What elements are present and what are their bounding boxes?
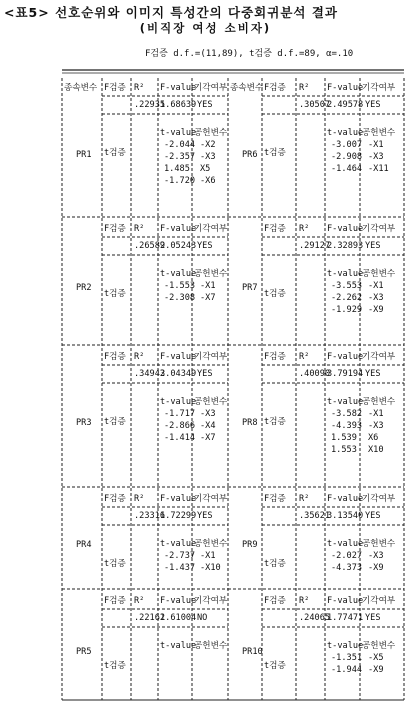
left-r2-header: R² [134, 494, 145, 504]
left-t-value: -2.737 [164, 551, 196, 561]
right-r2-header: R² [299, 596, 310, 606]
right-t-value-header: t-value [327, 128, 364, 138]
right-indep-var: -X5 [368, 653, 384, 663]
right-t-value: -3.582 [331, 409, 363, 419]
right-t-value: -2.262 [331, 293, 363, 303]
right-reject-value: YES [365, 613, 381, 623]
right-t-value: -1.351 [331, 653, 363, 663]
table-title: <표5> 선호순위와 이미지 특성간의 다중회귀분석 결과 [4, 5, 338, 20]
left-f-test-label: F검증 [104, 224, 126, 234]
right-r2-value: .40090 [299, 369, 331, 379]
right-dep-var-header: 종속변수 [230, 83, 264, 93]
right-r2-value: .35621 [299, 511, 331, 521]
right-reject-header: 기각여부 [362, 596, 396, 606]
right-r2-header: R² [299, 352, 310, 362]
right-t-value: -3.007 [331, 140, 363, 150]
left-t-value: -1.720 [164, 176, 196, 186]
left-f-test-label: F검증 [104, 596, 126, 606]
left-dep-var-name: PR3 [76, 418, 92, 428]
right-reject-header: 기각여부 [362, 352, 396, 362]
right-indep-var: -X3 [368, 421, 384, 431]
left-t-value: -2.357 [164, 152, 196, 162]
left-indep-var: -X10 [200, 563, 221, 573]
left-t-value-header: t-value [160, 641, 197, 651]
right-t-test-label: t검증 [264, 148, 286, 158]
right-indep-var: -X1 [368, 409, 384, 419]
right-indep-var: -X3 [368, 551, 384, 561]
left-t-value-header: t-value [160, 539, 197, 549]
left-r2-value: .23316 [134, 511, 166, 521]
left-indep-var-header: 공헌변수 [194, 539, 228, 549]
right-r2-header: R² [299, 224, 310, 234]
right-t-value: -1.464 [331, 164, 363, 174]
left-f-value-header: F-value [160, 596, 197, 606]
left-t-value-header: t-value [160, 269, 197, 279]
right-f-value: 2.49578 [327, 100, 364, 110]
left-f-test-label: F검증 [104, 494, 126, 504]
right-f-value-header: F-value [327, 596, 364, 606]
left-r2-header: R² [134, 352, 145, 362]
right-f-test-label: F검증 [264, 494, 286, 504]
left-reject-value: YES [197, 511, 213, 521]
left-indep-var-header: 공헌변수 [194, 397, 228, 407]
left-reject-header: 기각여부 [194, 224, 228, 234]
right-f-value-header: F-value [327, 83, 364, 93]
left-indep-var: -X4 [200, 421, 216, 431]
left-t-test-label: t검증 [104, 289, 126, 299]
right-dep-var-name: PR8 [242, 418, 258, 428]
left-reject-value: YES [197, 369, 213, 379]
right-f-test-label: F검증 [264, 596, 286, 606]
right-indep-var-header: 공헌변수 [362, 269, 396, 279]
left-indep-var: -X6 [200, 176, 216, 186]
left-f-value-header: F-value [160, 352, 197, 362]
left-t-test-label: t검증 [104, 417, 126, 427]
left-r2-header: R² [134, 596, 145, 606]
left-f-test-label: F검증 [104, 83, 126, 93]
left-indep-var: -X1 [200, 281, 216, 291]
left-f-value: 3.04349 [160, 369, 197, 379]
table-subtitle: (비직장 여성 소비자) [139, 21, 272, 35]
right-t-value-header: t-value [327, 539, 364, 549]
left-dep-var-name: PR5 [76, 647, 92, 657]
left-t-value: 1.485 [164, 164, 190, 174]
right-indep-var: -X3 [368, 152, 384, 162]
right-dep-var-name: PR6 [242, 150, 258, 160]
right-indep-var-header: 공헌변수 [362, 539, 396, 549]
left-r2-value: .34942 [134, 369, 166, 379]
right-dep-var-name: PR10 [242, 647, 263, 657]
right-t-test-label: t검증 [264, 661, 286, 671]
right-dep-var-name: PR7 [242, 283, 258, 293]
left-reject-header: 기각여부 [194, 352, 228, 362]
left-dep-var-name: PR1 [76, 150, 92, 160]
right-indep-var: -X3 [368, 293, 384, 303]
left-t-value: -1.553 [164, 281, 196, 291]
left-t-value: -1.717 [164, 409, 196, 419]
right-indep-var: -X9 [368, 665, 384, 675]
left-r2-value: .22162 [134, 613, 166, 623]
left-dep-var-name: PR4 [76, 540, 92, 550]
right-r2-header: R² [299, 494, 310, 504]
right-t-value: -2.027 [331, 551, 363, 561]
right-t-value: 1.553 [331, 445, 357, 455]
right-f-value: 2.32893 [327, 241, 364, 251]
left-indep-var: -X3 [200, 409, 216, 419]
left-f-value: 1.68639 [160, 100, 197, 110]
left-t-value-header: t-value [160, 128, 197, 138]
right-t-value-header: t-value [327, 397, 364, 407]
left-t-value: -2.866 [164, 421, 196, 431]
right-t-value-header: t-value [327, 641, 364, 651]
left-indep-var-header: 공헌변수 [194, 128, 228, 138]
right-indep-var: -X11 [368, 164, 389, 174]
right-t-value: -4.373 [331, 563, 363, 573]
left-reject-value: YES [197, 241, 213, 251]
left-t-value: -1.414 [164, 433, 196, 443]
right-f-value-header: F-value [327, 352, 364, 362]
right-t-value: -1.944 [331, 665, 363, 675]
right-t-test-label: t검증 [264, 289, 286, 299]
left-indep-var: -X7 [200, 433, 216, 443]
right-f-test-label: F검증 [264, 224, 286, 234]
right-t-value: -4.393 [331, 421, 363, 431]
right-f-value: 3.79194 [327, 369, 364, 379]
left-t-test-label: t검증 [104, 559, 126, 569]
right-indep-var: X6 [368, 433, 379, 443]
left-t-value-header: t-value [160, 397, 197, 407]
left-f-value: 2.05243 [160, 241, 197, 251]
right-f-value-header: F-value [327, 224, 364, 234]
right-indep-var: -X1 [368, 140, 384, 150]
left-indep-var: X5 [200, 164, 211, 174]
right-reject-header: 기각여부 [362, 83, 396, 93]
right-dep-var-name: PR9 [242, 540, 258, 550]
right-r2-header: R² [299, 83, 310, 93]
right-r2-value: .30507 [299, 100, 331, 110]
right-indep-var-header: 공헌변수 [362, 128, 396, 138]
left-dep-var-header: 종속변수 [64, 83, 98, 93]
right-reject-value: YES [365, 100, 381, 110]
right-r2-value: .29127 [299, 241, 331, 251]
left-t-test-label: t검증 [104, 148, 126, 158]
right-t-value: -2.908 [331, 152, 363, 162]
left-indep-var: -X7 [200, 293, 216, 303]
left-indep-var-header: 공헌변수 [194, 641, 228, 651]
test-note: F검증 d.f.=(11,89), t검증 d.f.=89, α=.10 [145, 49, 354, 59]
left-reject-value: NO [197, 613, 208, 623]
left-indep-var: -X2 [200, 140, 216, 150]
left-reject-header: 기각여부 [194, 494, 228, 504]
left-indep-var: -X1 [200, 551, 216, 561]
left-t-value: -2.308 [164, 293, 196, 303]
right-reject-value: YES [365, 241, 381, 251]
right-indep-var: -X9 [368, 305, 384, 315]
left-f-value-header: F-value [160, 494, 197, 504]
right-reject-value: YES [365, 511, 381, 521]
right-reject-header: 기각여부 [362, 494, 396, 504]
right-f-value: 1.77471 [327, 613, 364, 623]
left-r2-value: .26589 [134, 241, 166, 251]
right-indep-var: -X9 [368, 563, 384, 573]
right-t-value: -3.553 [331, 281, 363, 291]
left-f-value-header: F-value [160, 224, 197, 234]
right-f-value: 3.13540 [327, 511, 364, 521]
left-f-test-label: F검증 [104, 352, 126, 362]
right-f-value-header: F-value [327, 494, 364, 504]
left-r2-header: R² [134, 83, 145, 93]
right-indep-var-header: 공헌변수 [362, 641, 396, 651]
right-r2-value: .24065 [299, 613, 331, 623]
left-indep-var-header: 공헌변수 [194, 269, 228, 279]
right-reject-header: 기각여부 [362, 224, 396, 234]
left-t-test-label: t검증 [104, 661, 126, 671]
right-t-value: 1.539 [331, 433, 357, 443]
right-t-test-label: t검증 [264, 417, 286, 427]
left-f-value: 1.61004 [160, 613, 197, 623]
left-reject-header: 기각여부 [194, 596, 228, 606]
left-f-value-header: F-value [160, 83, 197, 93]
left-r2-header: R² [134, 224, 145, 234]
right-f-test-label: F검증 [264, 352, 286, 362]
right-indep-var: -X1 [368, 281, 384, 291]
left-indep-var: -X3 [200, 152, 216, 162]
left-f-value: 1.72299 [160, 511, 197, 521]
left-r2-value: .22935 [134, 100, 166, 110]
left-dep-var-name: PR2 [76, 283, 92, 293]
left-reject-value: YES [197, 100, 213, 110]
right-t-value-header: t-value [327, 269, 364, 279]
left-t-value: -2.044 [164, 140, 196, 150]
right-f-test-label: F검증 [264, 83, 286, 93]
right-t-value: -1.929 [331, 305, 363, 315]
right-reject-value: YES [365, 369, 381, 379]
right-indep-var: X10 [368, 445, 384, 455]
left-reject-header: 기각여부 [194, 83, 228, 93]
right-indep-var-header: 공헌변수 [362, 397, 396, 407]
left-t-value: -1.437 [164, 563, 196, 573]
right-t-test-label: t검증 [264, 559, 286, 569]
